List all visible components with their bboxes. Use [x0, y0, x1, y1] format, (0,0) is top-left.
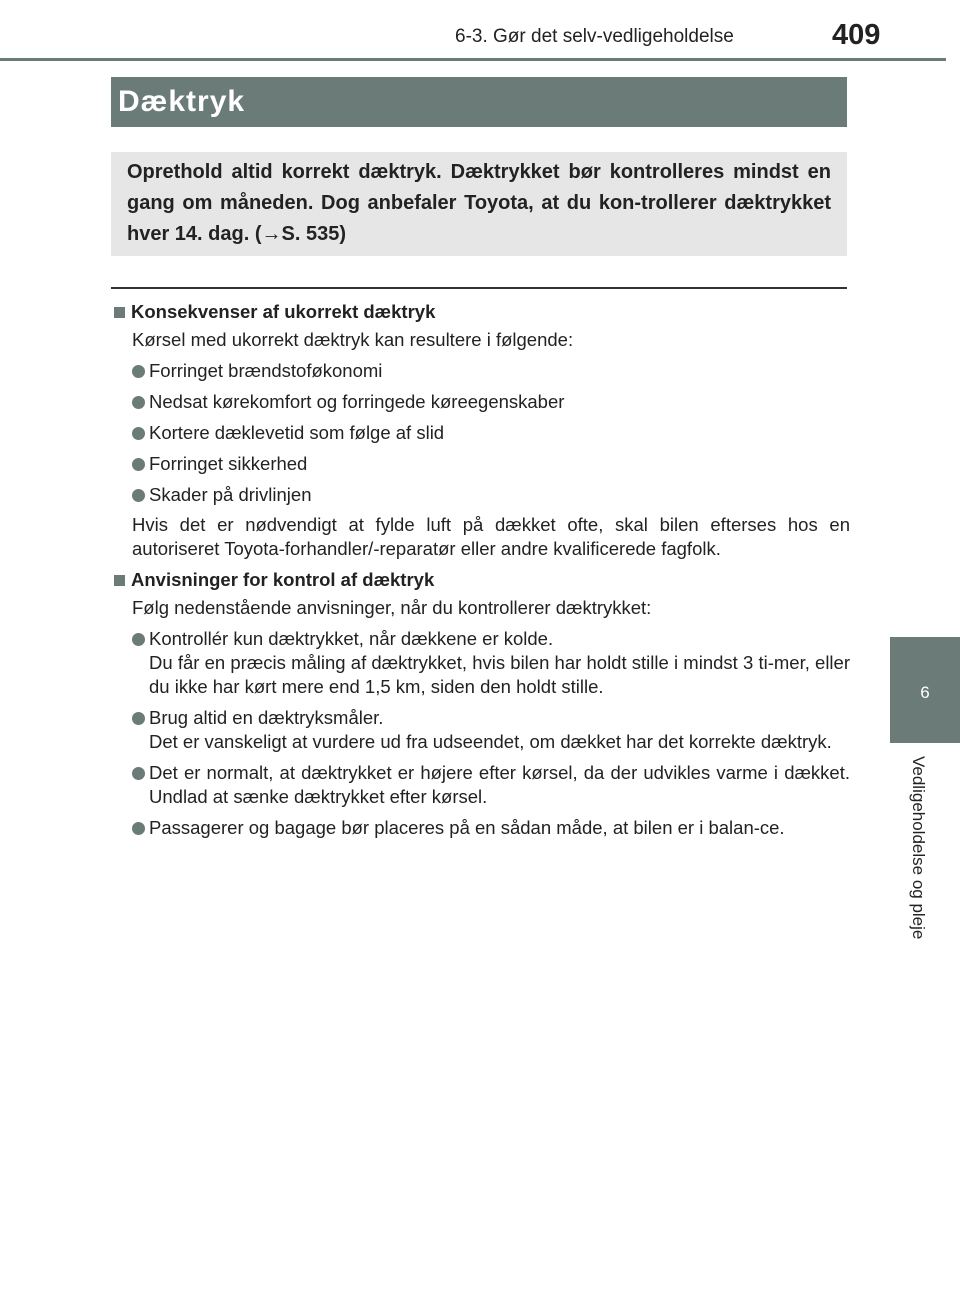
list-item: Forringet sikkerhed: [112, 452, 850, 476]
square-bullet-icon: [114, 307, 125, 318]
section-lead: Kørsel med ukorrekt dæktryk kan resultere i følgende:: [132, 329, 574, 350]
chapter-tab: [890, 637, 960, 743]
intro-text: Oprethold altid korrekt dæktryk. Dæktrykket bør kontrolleres mindst en gang om måneden. Dog anbefaler Toyota, at du kon-trollerer dæktrykket hver 14. dag. (: [127, 161, 831, 245]
arrow-icon: →: [261, 223, 282, 245]
section-heading: Konsekvenser af ukorrekt dæktryk: [112, 299, 850, 324]
list-item: Passagerer og bagage bør placeres på en sådan måde, at bilen er i balan-ce.: [112, 816, 850, 840]
bullet-icon: [132, 427, 145, 440]
bullet-icon: [132, 396, 145, 409]
list-item: Det er normalt, at dæktrykket er højere efter kørsel, da der udvikles varme i dækket. Undlad at sænke dæktrykket efter kørsel.: [112, 761, 850, 809]
bullet-icon: [132, 767, 145, 780]
section-heading: Anvisninger for kontrol af dæktryk: [112, 567, 850, 592]
main-content: [112, 297, 850, 840]
page-reference-link[interactable]: S. 535): [281, 223, 346, 245]
chapter-label: Vedligeholdelse og pleje: [909, 756, 928, 940]
bullet-icon: [132, 365, 145, 378]
section-closing: Hvis det er nødvendigt at fylde luft på dækket ofte, skal bilen efterses hos en autoriseret Toyota-forhandler/-reparatør eller andre kvalificerede fagfolk.: [132, 514, 850, 559]
list-item: Skader på drivlinjen: [112, 483, 850, 507]
page-number: 409: [832, 19, 881, 51]
section-lead: Følg nedenstående anvisninger, når du kontrollerer dæktrykket:: [132, 597, 652, 618]
chapter-number: 6: [920, 683, 930, 702]
bullet-icon: [132, 458, 145, 471]
list-item: Nedsat kørekomfort og forringede køreegenskaber: [112, 390, 850, 414]
page-title: Dæktryk: [111, 77, 847, 127]
list-item: Forringet brændstoføkonomi: [112, 359, 850, 383]
running-header: 6-3. Gør det selv-vedligeholdelse: [455, 26, 734, 47]
header-divider: [0, 58, 946, 61]
bullet-icon: [132, 712, 145, 725]
bullet-icon: [132, 822, 145, 835]
section-divider: [111, 287, 847, 289]
list-item: Kortere dæklevetid som følge af slid: [112, 421, 850, 445]
intro-box: [111, 152, 847, 256]
list-item: Brug altid en dæktryksmåler. Det er vanskeligt at vurdere ud fra udseendet, om dækket har det korrekte dæktryk.: [112, 706, 850, 754]
bullet-icon: [132, 633, 145, 646]
square-bullet-icon: [114, 575, 125, 586]
bullet-icon: [132, 489, 145, 502]
list-item: Kontrollér kun dæktrykket, når dækkene er kolde. Du får en præcis måling af dæktrykket, hvis bilen har holdt stille i mindst 3 ti-mer, eller du ikke har kørt mere end 1,5 km, siden den holdt stille.: [112, 627, 850, 699]
